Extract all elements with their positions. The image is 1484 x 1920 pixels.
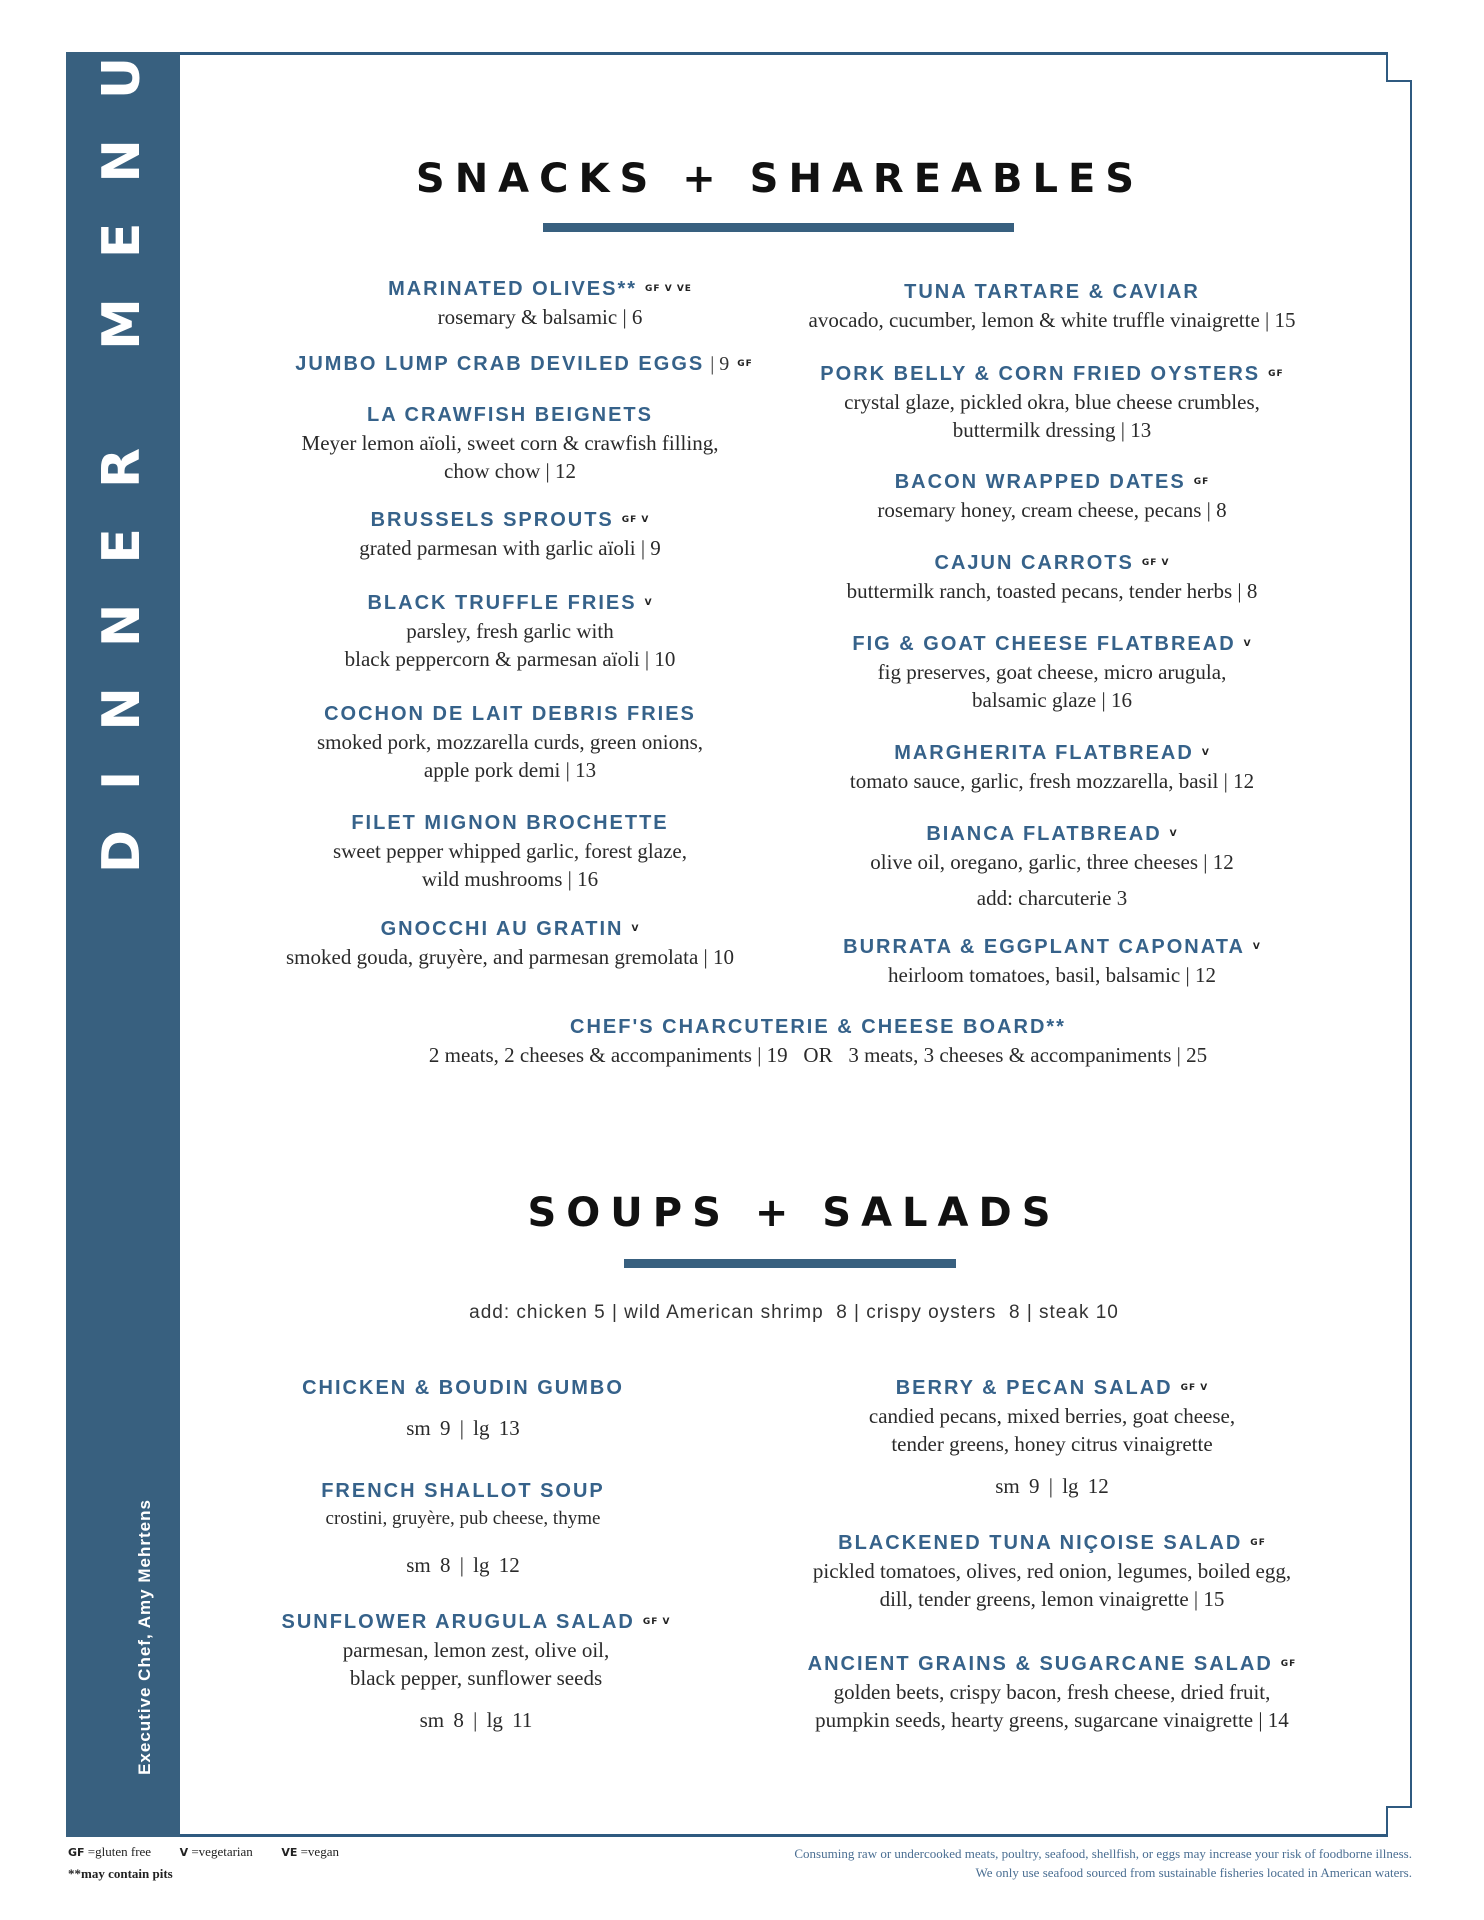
menu-item-cajun-carrots [847,549,1258,605]
soups-rule [624,1259,956,1268]
menu-item-tuna-tartare [809,278,1296,334]
item-name: BLACKENED TUNA NIÇOISE SALAD [838,1532,1243,1554]
item-name: JUMBO LUMP CRAB DEVILED EGGS [295,353,705,375]
diet-tag: GF [1280,1659,1297,1669]
menu-item-cochon-debris-fries [317,700,703,784]
menu-item-crawfish-beignets [302,401,719,485]
menu-item-pork-belly-oysters [820,360,1283,444]
diet-tag: V [1252,942,1261,952]
item-name: PORK BELLY & CORN FRIED OYSTERS [820,363,1261,385]
item-desc: dill, tender greens, lemon vinaigrette | 15 [879,1587,1225,1611]
diet-tag: V [1243,639,1252,649]
item-name: TUNA TARTARE & CAVIAR [904,281,1200,303]
frame-bottom [66,1834,1388,1837]
frame-right [1410,80,1412,1808]
item-desc: grated parmesan with garlic aïoli | 9 [359,536,661,560]
item-desc: parsley, fresh garlic with [406,619,614,643]
menu-item-tuna-nicoise [813,1529,1291,1613]
item-desc: buttermilk ranch, toasted pecans, tender herbs | 8 [846,579,1258,603]
item-name: CHEF'S CHARCUTERIE & CHEESE BOARD** [570,1016,1066,1038]
diet-tag: V [1201,748,1210,758]
snacks-rule [543,223,1014,232]
item-desc: golden beets, crispy bacon, fresh cheese, dried fruit, [833,1680,1271,1704]
item-name: MARINATED OLIVES** [388,278,638,300]
item-desc: smoked pork, mozzarella curds, green onions, [316,730,704,754]
menu-item-shallot-soup [321,1477,605,1579]
legend-v-text: =vegetarian [191,1844,253,1859]
item-name: CHICKEN & BOUDIN GUMBO [302,1377,624,1399]
item-name: BLACK TRUFFLE FRIES [367,592,637,614]
item-sizes: sm 9 | lg 13 [406,1416,520,1440]
menu-item-filet-brochette [333,809,687,893]
legend-gf-text: =gluten free [87,1844,152,1859]
item-desc: wild mushrooms | 16 [421,867,599,891]
item-name: BERRY & PECAN SALAD [895,1377,1173,1399]
menu-item-ancient-grains-salad [808,1650,1297,1734]
item-desc: pumpkin seeds, hearty greens, sugarcane vinaigrette | 14 [815,1708,1289,1732]
diet-tag: GF V [642,1617,671,1627]
item-name: CAJUN CARROTS [934,552,1134,574]
menu-item-fig-flatbread [852,630,1251,714]
legend-gf-key: GF [68,1846,85,1859]
diet-tag: GF [737,359,753,369]
frame-top [66,52,1388,55]
menu-item-charcuterie-board [429,1013,1207,1069]
diet-tag: V [644,598,653,608]
item-desc: sweet pepper whipped garlic, forest glaze, [333,839,687,863]
item-name: FILET MIGNON BROCHETTE [351,812,669,834]
diet-tag: GF [1268,369,1284,379]
item-name: BIANCA FLATBREAD [926,823,1162,845]
diet-tag: GF V [1180,1383,1209,1393]
item-name: SUNFLOWER ARUGULA SALAD [281,1611,635,1633]
snacks-heading: SNACKS + SHAREABLES [415,156,1145,202]
item-name: BACON WRAPPED DATES [894,471,1186,493]
item-desc: crostini, gruyère, pub cheese, thyme [325,1508,601,1529]
item-name: BRUSSELS SPROUTS [370,509,614,531]
food-safety-disclaimer [794,1844,1412,1882]
item-desc: avocado, cucumber, lemon & white truffle vinaigrette | 15 [808,308,1296,332]
item-name: FIG & GOAT CHEESE FLATBREAD [852,633,1236,655]
soups-heading: SOUPS + SALADS [527,1190,1061,1236]
frame-notch-top-h [1386,80,1412,82]
menu-item-black-truffle-fries [345,589,676,673]
menu-item-sunflower-salad [281,1608,670,1734]
legend-ve-text: =vegan [300,1844,339,1859]
item-desc: candied pecans, mixed berries, goat cheese, [868,1404,1236,1428]
item-desc: 2 meats, 2 cheeses & accompaniments | 19 OR 3 meats, 3 cheeses & accompaniments | 25 [428,1043,1208,1067]
item-desc: olive oil, oregano, garlic, three cheeses | 12 [870,850,1234,874]
item-sizes: sm 9 | lg 12 [995,1474,1109,1498]
soups-addons: add: chicken 5 | wild American shrimp 8 | crispy oysters 8 | steak 10 [469,1302,1119,1323]
item-name: FRENCH SHALLOT SOUP [321,1480,605,1502]
frame-notch-bottom-h [1386,1806,1412,1808]
item-desc: pickled tomatoes, olives, red onion, legumes, boiled egg, [812,1559,1292,1583]
item-desc: buttermilk dressing | 13 [952,418,1152,442]
menu-item-crab-deviled-eggs [295,350,753,378]
menu-item-marinated-olives [388,275,692,331]
disclaimer-line: Consuming raw or undercooked meats, poultry, seafood, shellfish, or eggs may increase your risk of foodborne illness. [794,1846,1412,1861]
item-desc: parmesan, lemon zest, olive oil, [342,1638,610,1662]
diet-tag: GF V [621,515,650,525]
item-desc: apple pork demi | 13 [423,758,597,782]
item-name: LA CRAWFISH BEIGNETS [367,404,653,426]
item-desc: smoked gouda, gruyère, and parmesan gremolata | 10 [286,945,734,969]
item-desc: rosemary honey, cream cheese, pecans | 8 [877,498,1227,522]
diet-tag: GF [1250,1538,1266,1548]
item-desc: crystal glaze, pickled okra, blue cheese crumbles, [844,390,1260,414]
item-desc: fig preserves, goat cheese, micro arugula, [877,660,1227,684]
item-name: MARGHERITA FLATBREAD [894,742,1194,764]
item-sizes: sm 8 | lg 11 [419,1708,533,1732]
menu-item-burrata-caponata [843,933,1261,989]
diet-tag: V [631,924,640,934]
frame-notch-top-v [1386,52,1388,82]
diet-tag: GF V [1141,558,1170,568]
item-desc: black pepper, sunflower seeds [349,1666,603,1690]
menu-item-margherita-flatbread [850,739,1254,795]
item-addon: add: charcuterie 3 [976,886,1128,910]
item-sizes: sm 8 | lg 12 [406,1553,520,1577]
item-name: BURRATA & EGGPLANT CAPONATA [843,936,1245,958]
diet-legend [68,1844,339,1860]
menu-item-gnocchi-gratin [286,915,734,971]
item-name: GNOCCHI AU GRATIN [380,918,624,940]
frame-notch-bottom-v [1386,1806,1388,1836]
diet-tag: V [1169,829,1178,839]
item-desc: heirloom tomatoes, basil, balsamic | 12 [888,963,1216,987]
disclaimer-line: We only use seafood sourced from sustainable fisheries located in American waters. [975,1865,1412,1880]
legend-v-key: V [179,1846,189,1859]
item-desc: Meyer lemon aïoli, sweet corn & crawfish filling, [301,431,719,455]
diet-tag: GF V VE [645,284,692,294]
item-desc: rosemary & balsamic | 6 [437,305,643,329]
pits-note: **may contain pits [68,1866,173,1881]
item-desc: tender greens, honey citrus vinaigrette [891,1432,1213,1456]
item-desc: tomato sauce, garlic, fresh mozzarella, basil | 12 [849,769,1255,793]
menu-item-bianca-flatbread [870,820,1233,912]
item-desc: black peppercorn & parmesan aïoli | 10 [344,647,676,671]
menu-item-berry-pecan-salad [869,1374,1235,1500]
item-desc: chow chow | 12 [444,459,576,483]
legend-ve-key: VE [281,1846,298,1859]
item-price: | 9 [710,353,730,375]
menu-item-boudin-gumbo [302,1374,624,1442]
item-name: ANCIENT GRAINS & SUGARCANE SALAD [807,1653,1273,1675]
menu-item-brussels-sprouts [359,506,661,562]
item-desc: balsamic glaze | 16 [972,688,1132,712]
menu-title: DINNER MENU [92,16,152,874]
chef-credit: Executive Chef, Amy Mehrtens [135,1499,154,1775]
diet-tag: GF [1193,477,1210,487]
item-name: COCHON DE LAIT DEBRIS FRIES [324,703,696,725]
menu-item-bacon-dates [877,468,1226,524]
